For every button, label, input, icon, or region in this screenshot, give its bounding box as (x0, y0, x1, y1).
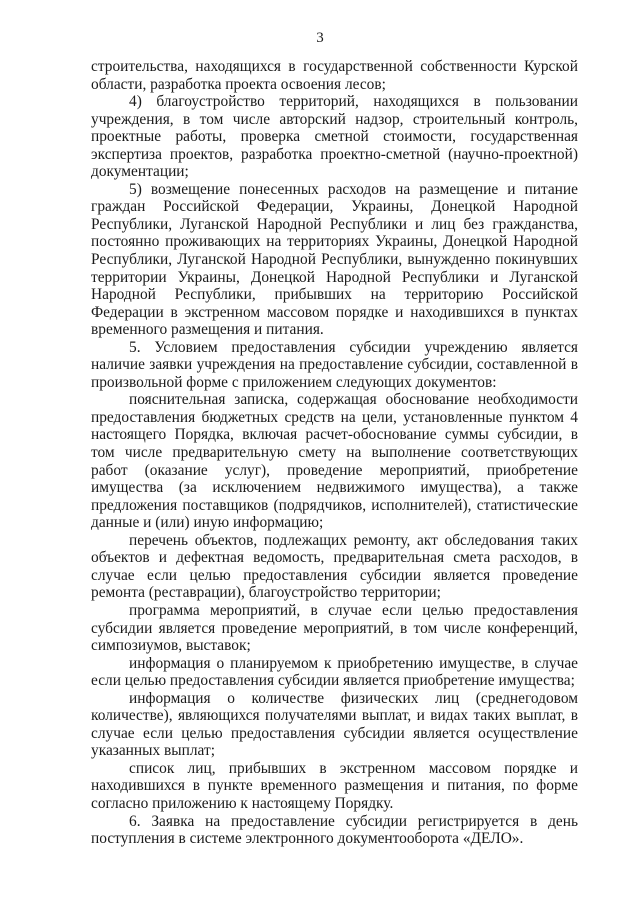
paragraph-events-program: программа мероприятий, в случае если целью предоставления субсидии является проведение мероприятий, в том числе конференций, симпозиумов, выставок; (91, 601, 578, 655)
paragraph-clause-6: 6. Заявка на предоставление субсидии регистрируется в день поступления в системе электронного документооборота «ДЕЛО». (91, 812, 578, 848)
paragraph-repair-objects: перечень объектов, подлежащих ремонту, акт обследования таких объектов и дефектная ведомость, предварительная смета расходов, в случае если целью предоставления субсидии является проведение ремонта (реставрации), благоустройство территории; (91, 531, 578, 602)
document-body (91, 58, 578, 848)
paragraph-payments-info: информация о количестве физических лиц (среднегодовом количестве), являющихся получателями выплат, и видах таких выплат, в случае если целью предоставления субсидии является осуществление указанных выплат; (91, 689, 578, 760)
paragraph-property-info: информация о планируемом к приобретению имуществе, в случае если целью предоставления субсидии является приобретение имущества; (91, 654, 578, 690)
paragraph-item-5: 5) возмещение понесенных расходов на размещение и питание граждан Российской Федерации, Украины, Донецкой Народной Республики, Луганской Народной Республики и лиц без гражданства, постоянно проживающих на территориях Украины, Донецкой Народной Республики, Луганской Народной Республики, вынужденно покинувших территории Украины, Донецкой Народной Республики и Луганской Народной Республики, прибывших на территорию Российской Федерации в экстренном массовом порядке и находившихся в пунктах временного размещения и питания. (91, 180, 578, 339)
paragraph-persons-list: список лиц, прибывших в экстренном массовом порядке и находившихся в пункте временного размещения и питания, по форме согласно приложению к настоящему Порядку. (91, 759, 578, 812)
paragraph-clause-5: 5. Условием предоставления субсидии учреждению является наличие заявки учреждения на предоставление субсидии, составленной в произвольной форме с приложением следующих документов: (91, 338, 578, 391)
page-number: 3 (316, 30, 324, 46)
paragraph-continuation: строительства, находящихся в государственной собственности Курской области, разработка проекта освоения лесов; (91, 58, 578, 93)
paragraph-item-4: 4) благоустройство территорий, находящихся в пользовании учреждения, в том числе авторский надзор, строительный контроль, проектные работы, проверка сметной стоимости, государственная экспертиза проектов, разработка проектно-сметной (научно-проектной) документации; (91, 93, 578, 181)
paragraph-explanatory-note: пояснительная записка, содержащая обоснование необходимости предоставления бюджетных средств на цели, установленные пунктом 4 настоящего Порядка, включая расчет-обоснование суммы субсидии, в том числе предварительную смету на выполнение соответствующих работ (оказание услуг), проведение мероприятий, приобретение имущества (за исключением недвижимого имущества), а также предложения поставщиков (подрядчиков, исполнителей), статистические данные и (или) иную информацию; (91, 391, 578, 532)
